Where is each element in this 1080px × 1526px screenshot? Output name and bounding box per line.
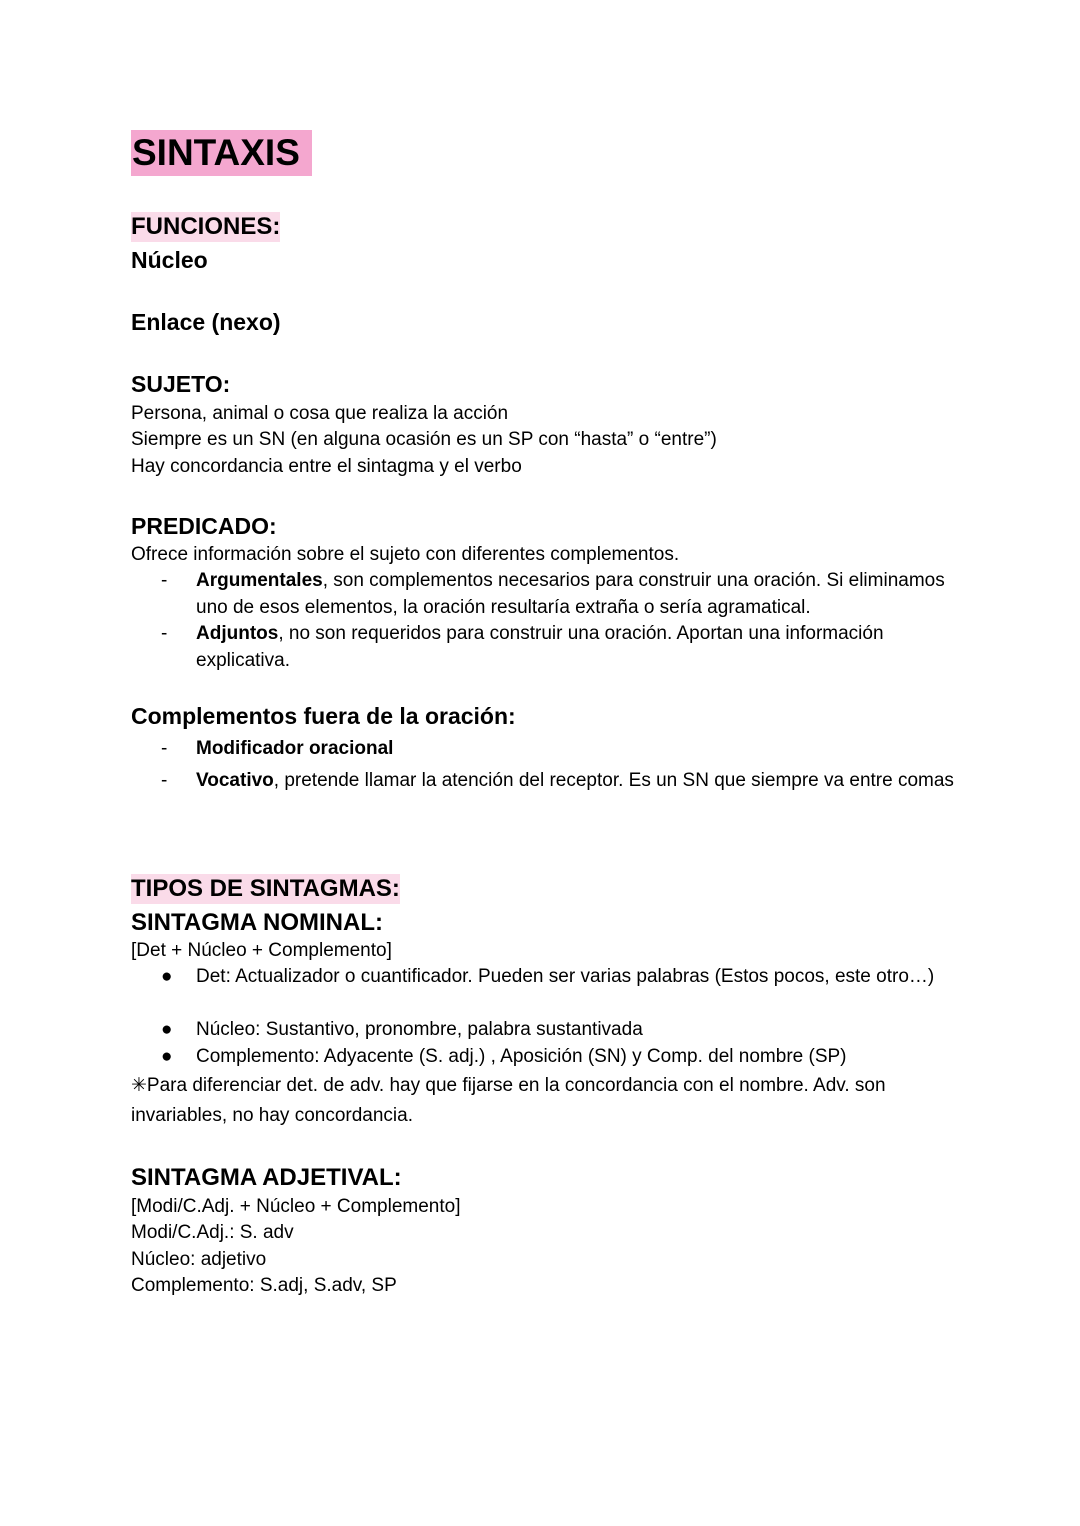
page-title: SINTAXIS [131,130,312,176]
sujeto-line: Hay concordancia entre el sintagma y el verbo [131,456,522,477]
predicado-heading: PREDICADO: [131,513,277,539]
nominal-note: ✳Para diferenciar det. de adv. hay que fijarse en la concordancia con el nombre. Adv. son invariables, no hay concordancia. [131,1075,886,1126]
list-item-description: , no son requeridos para construir una oración. Aportan una información explicativa. [196,623,884,671]
funciones-heading: FUNCIONES: [131,213,281,240]
tipos-heading-wrapper [131,874,400,904]
dash-marker: - [161,738,168,759]
list-item-text: Núcleo: Sustantivo, pronombre, palabra sustantivada [196,1019,643,1040]
list-item-text: Complemento: Adyacente (S. adj.) , Aposición (SN) y Comp. del nombre (SP) [196,1046,847,1067]
list-item-text [196,736,971,763]
list-item-description: , pretende llamar la atención del receptor. Es un SN que siempre va entre comas [273,770,954,791]
list-item-text [196,621,971,674]
list-item-text: Det: Actualizador o cuantificador. Pueden ser varias palabras (Estos pocos, este otro…) [196,966,935,987]
list-item-text [196,767,971,795]
adjetival-line: Complemento: S.adj, S.adv, SP [131,1275,397,1296]
list-item [131,1017,971,1044]
adjetival-line: [Modi/C.Adj. + Núcleo + Complemento] [131,1196,461,1217]
list-item [131,964,971,991]
title-wrapper [131,130,312,176]
list-item [131,568,971,621]
sujeto-line: Persona, animal o cosa que realiza la acción [131,403,509,424]
list-item [131,1044,971,1071]
enlace-heading: Enlace (nexo) [131,309,281,335]
tipos-heading: TIPOS DE SINTAGMAS: [131,875,400,902]
list-item-description: , son complementos necesarios para construir una oración. Si eliminamos uno de esos elementos, la oración resultaría extraña o sería agramatical. [196,570,945,618]
list-item [131,621,971,674]
nucleo-heading: Núcleo [131,247,208,273]
adjetival-line: Modi/C.Adj.: S. adv [131,1222,294,1243]
list-item [131,767,971,795]
list-item [131,736,971,763]
list-item-term: Argumentales [196,570,323,591]
funciones-heading-wrapper [131,212,280,242]
bullet-marker: ● [161,1046,173,1067]
list-item-term: Adjuntos [196,623,279,644]
sujeto-line: Siempre es un SN (en alguna ocasión es un SP con “hasta” o “entre”) [131,429,717,450]
list-item-term: Modificador oracional [196,738,394,759]
dash-marker: - [161,623,168,644]
nominal-heading: SINTAGMA NOMINAL: [131,909,383,936]
list-item-text [196,568,971,621]
dash-marker: - [161,770,168,791]
bullet-marker: ● [161,966,173,987]
dash-marker: - [161,570,168,591]
list-item-term: Vocativo [196,770,274,791]
sujeto-heading: SUJETO: [131,371,231,397]
bullet-marker: ● [161,1019,173,1040]
predicado-intro: Ofrece información sobre el sujeto con diferentes complementos. [131,544,680,565]
nominal-formula: [Det + Núcleo + Complemento] [131,940,392,961]
complementos-heading: Complementos fuera de la oración: [131,703,516,729]
adjetival-heading: SINTAGMA ADJETIVAL: [131,1164,402,1191]
adjetival-line: Núcleo: adjetivo [131,1249,267,1270]
